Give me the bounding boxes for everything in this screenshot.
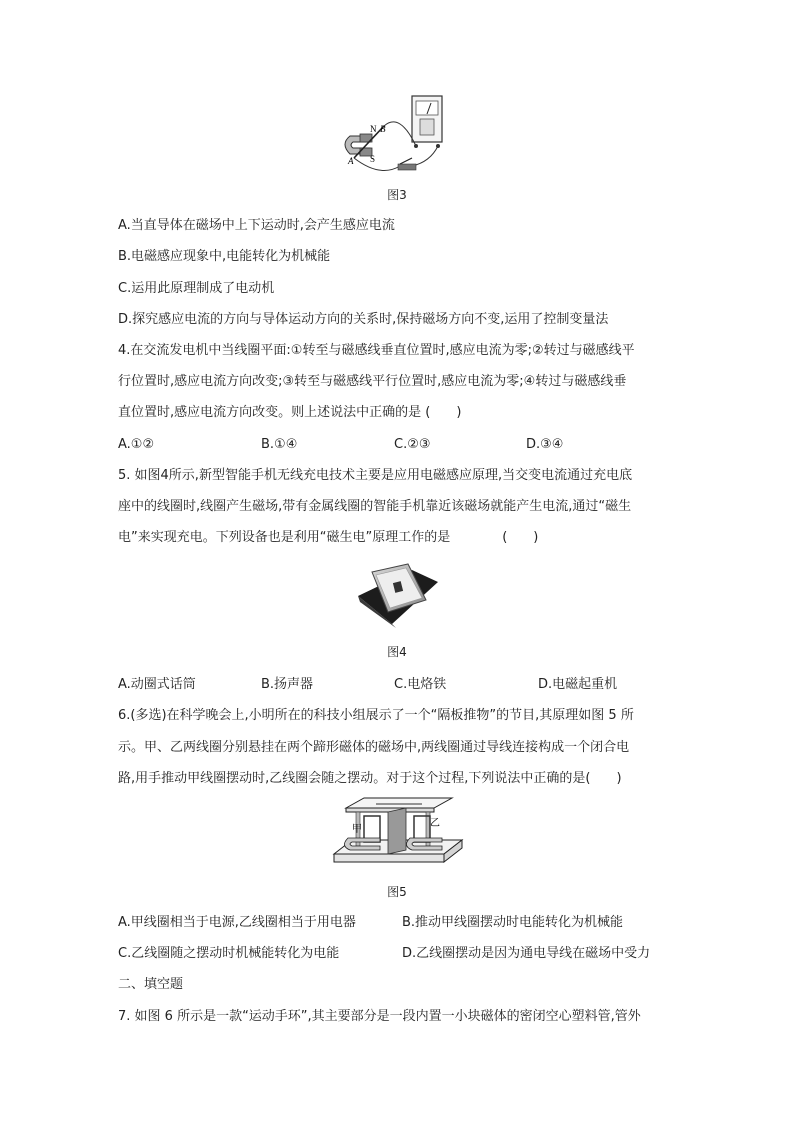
label-jia: 甲 [352,824,362,835]
q3-option-c: C.运用此原理制成了电动机 [118,281,275,296]
figure-5-caption: 图5 [387,885,407,899]
q3-option-d: D.探究感应电流的方向与导体运动方向的关系时,保持磁场方向不变,运用了控制变量法 [118,312,609,327]
label-n: N [370,124,377,134]
q5-option-a: A.动圈式话筒 [118,677,196,692]
q4-stem-line-1: 4.在交流发电机中当线圈平面:①转至与磁感线垂直位置时,感应电流为零;②转过与磁感线平 [118,343,635,358]
figure-4-caption: 图4 [387,645,407,659]
section-heading-fill-in: 二、填空题 [118,977,184,992]
label-b: B [380,124,386,134]
figure-4-phone-charger [352,560,442,628]
figure-3-apparatus [340,92,450,180]
q6-option-a: A.甲线圈相当于电源,乙线圈相当于用电器 [118,915,356,930]
q6-stem-line-3: 路,用手推动甲线圈摆动时,乙线圈会随之摆动。对于这个过程,下列说法中正确的是( ) [118,771,622,786]
q4-option-a: A.①② [118,437,155,452]
q5-stem-line-1: 5. 如图4所示,新型智能手机无线充电技术主要是应用电磁感应原理,当交变电流通过充电底 [118,468,633,483]
q6-stem-line-1: 6.(多选)在科学晚会上,小明所在的科技小组展示了一个“隔板推物”的节目,其原理如图 5 所 [118,708,634,723]
q5-option-b: B.扬声器 [261,677,314,692]
q6-option-b: B.推动甲线圈摆动时电能转化为机械能 [402,915,624,930]
label-yi: 乙 [430,818,440,829]
q5-stem-line-2: 座中的线圈时,线圈产生磁场,带有金属线圈的智能手机靠近该磁场就能产生电流,通过“磁生 [118,499,632,514]
q6-option-d: D.乙线圈摆动是因为通电导线在磁场中受力 [402,946,651,961]
figure-3-caption: 图3 [387,188,407,202]
q7-stem-line-1: 7. 如图 6 所示是一款“运动手环”,其主要部分是一段内置一小块磁体的密闭空心塑料管,管外 [118,1009,641,1024]
q5-stem-line-3: 电”来实现充电。下列设备也是利用“磁生电”原理工作的是 ( ) [118,530,539,545]
q6-option-c: C.乙线圈随之摆动时机械能转化为电能 [118,946,340,961]
q5-option-d: D.电磁起重机 [538,677,618,692]
q4-option-c: C.②③ [394,437,431,452]
q3-option-b: B.电磁感应现象中,电能转化为机械能 [118,249,331,264]
label-a: A [348,156,354,166]
q4-stem-line-3: 直位置时,感应电流方向改变。则上述说法中正确的是 ( ) [118,405,462,420]
q5-option-c: C.电烙铁 [394,677,447,692]
figure-5-partition-apparatus [330,796,466,876]
q4-option-b: B.①④ [261,437,298,452]
label-s: S [370,154,376,164]
q3-option-a: A.当直导体在磁场中上下运动时,会产生感应电流 [118,218,395,233]
q4-stem-line-2: 行位置时,感应电流方向改变;③转至与磁感线平行位置时,感应电流为零;④转过与磁感线垂 [118,374,627,389]
q4-option-d: D.③④ [526,437,564,452]
q6-stem-line-2: 示。甲、乙两线圈分别悬挂在两个蹄形磁体的磁场中,两线圈通过导线连接构成一个闭合电 [118,740,630,755]
